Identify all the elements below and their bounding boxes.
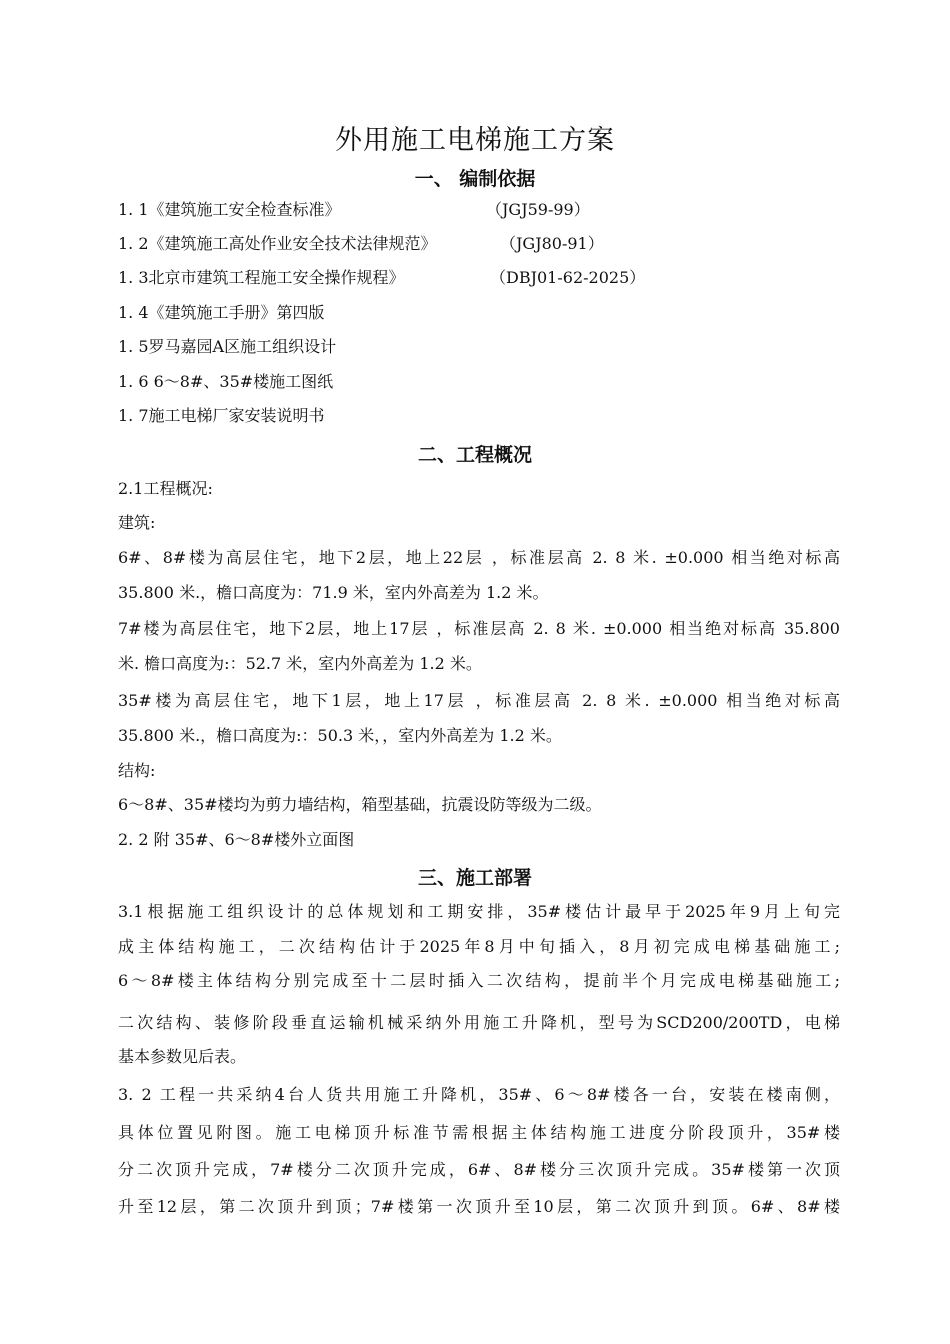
document-title: 外用施工电梯施工方案	[335, 125, 615, 156]
paragraph-line: 7#楼为高层住宅，地下2层，地上17层 ，标准层高 2. 8 米. ±0.000 相当绝对标高 35.800	[118, 619, 840, 638]
paragraph-line: 分二次顶升完成，7#楼分二次顶升完成，6#、8#楼分三次顶升完成。35#楼第一次顶	[118, 1160, 840, 1179]
paragraph-line: 6～8#楼主体结构分别完成至十二层时插入二次结构，提前半个月完成电梯基础施工;	[118, 971, 840, 990]
paragraph-line: 2. 2 附 35#、6～8#楼外立面图	[118, 830, 355, 849]
reference-code: （JGJ80-91）	[500, 234, 604, 253]
paragraph-line: 具体位置见附图。施工电梯顶升标准节需根据主体结构施工进度分阶段顶升，35#楼	[118, 1123, 840, 1142]
paragraph-line: 成主体结构施工，二次结构估计于2025年8月中旬插入，8月初完成电梯基础施工;	[118, 937, 840, 956]
section-heading-overview: 二、工程概况	[417, 444, 532, 466]
reference-code: （DBJ01-62-2025）	[490, 268, 646, 287]
paragraph-line: 基本参数见后表。	[118, 1047, 247, 1066]
paragraph-line: 35.800 米.，檐口高度为:：50.3 米，，室内外高差为 1.2 米。	[118, 726, 562, 745]
paragraph-line: 二次结构、装修阶段垂直运输机械采纳外用施工升降机，型号为SCD200/200TD，电梯	[118, 1013, 840, 1032]
reference-code: （JGJ59-99）	[486, 200, 590, 219]
reference-item: 1. 7施工电梯厂家安装说明书	[118, 406, 325, 425]
paragraph-line: 3. 2 工程一共采纳4台人货共用施工升降机，35#、6～8#楼各一台，安装在楼南侧，	[118, 1085, 840, 1104]
paragraph-line: 3.1根据施工组织设计的总体规划和工期安排，35#楼估计最早于2025年9月上旬完	[118, 902, 840, 921]
paragraph-line: 结构:	[118, 761, 156, 780]
section-heading-basis: 一、 编制依据	[414, 168, 536, 190]
paragraph-line: 2.1工程概况:	[118, 479, 213, 498]
paragraph-line: 6#、8#楼为高层住宅，地下2层，地上22层 ，标准层高 2. 8 米. ±0.000 相当绝对标高	[118, 548, 840, 567]
paragraph-line: 建筑:	[118, 513, 156, 532]
paragraph-line: 35.800 米.，檐口高度为：71.9 米，室内外高差为 1.2 米。	[118, 583, 549, 602]
paragraph-line: 米. 檐口高度为:：52.7 米，室内外高差为 1.2 米。	[118, 654, 482, 673]
reference-item: 1. 5罗马嘉园A区施工组织设计	[118, 337, 337, 356]
section-heading-deployment: 三、施工部署	[417, 867, 532, 889]
reference-item: 1. 6 6～8#、35#楼施工图纸	[118, 372, 334, 391]
paragraph-line: 35#楼为高层住宅，地下1层，地上17层 ，标准层高 2. 8 米. ±0.000 相当绝对标高	[118, 691, 840, 710]
reference-item: 1. 2《建筑施工高处作业安全技术法律规范》	[118, 234, 437, 253]
reference-item: 1. 4《建筑施工手册》第四版	[118, 303, 325, 322]
paragraph-line: 升至12层，第二次顶升到顶；7#楼第一次顶升至10层，第二次顶升到顶。6#、8#楼	[118, 1197, 840, 1216]
paragraph-line: 6～8#、35#楼均为剪力墙结构，箱型基础，抗震设防等级为二级。	[118, 795, 602, 814]
reference-item: 1. 3北京市建筑工程施工安全操作规程》	[118, 268, 405, 287]
reference-item: 1. 1《建筑施工安全检查标准》	[118, 200, 341, 219]
